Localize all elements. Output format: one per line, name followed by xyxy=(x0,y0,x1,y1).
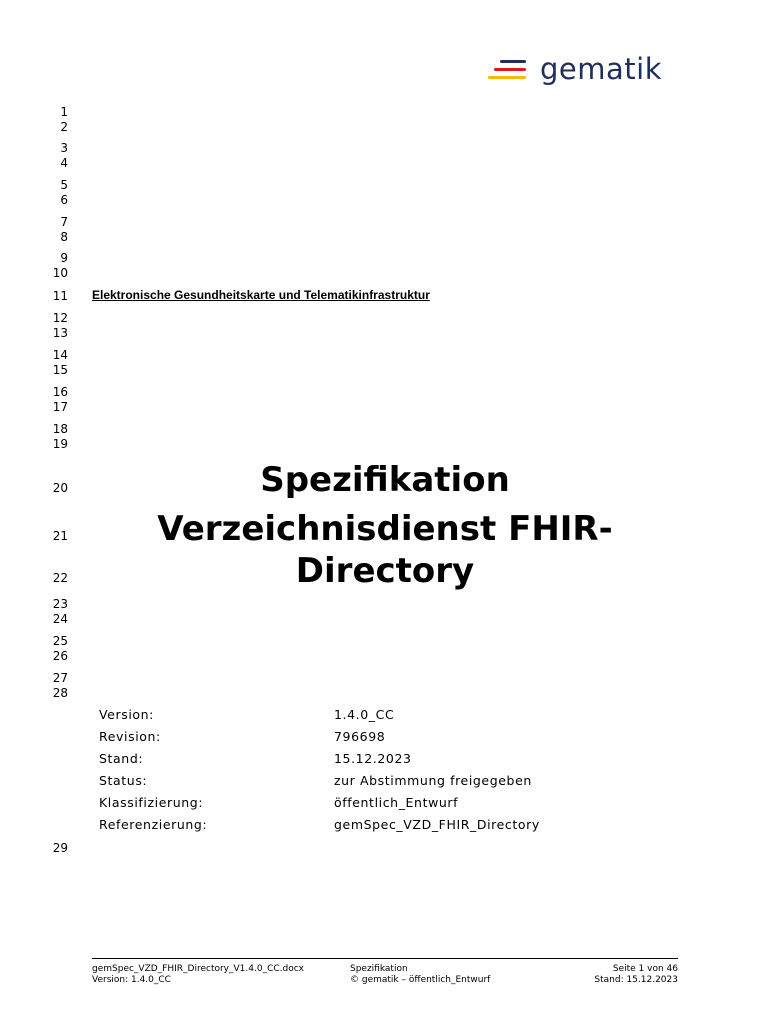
line-number: 14 xyxy=(52,348,68,362)
org-heading: Elektronische Gesundheitskarte und Telematikinfrastruktur xyxy=(92,288,430,302)
meta-label-stand: Stand: xyxy=(99,751,144,766)
line-number: 9 xyxy=(60,251,68,265)
line-number: 26 xyxy=(52,649,68,663)
gematik-logo xyxy=(488,52,688,88)
line-number: 12 xyxy=(52,311,68,325)
line-number: 4 xyxy=(60,156,68,170)
meta-value-revision: 796698 xyxy=(334,729,386,744)
line-number: 15 xyxy=(52,363,68,377)
meta-value-stand: 15.12.2023 xyxy=(334,751,412,766)
document-title-line-2: Verzeichnisdienst FHIR- xyxy=(157,509,613,549)
document-title-line-3: Directory xyxy=(295,551,475,591)
footer-page-number: Seite 1 von 46 xyxy=(612,964,678,974)
line-number: 19 xyxy=(52,437,68,451)
footer-date: Stand: 15.12.2023 xyxy=(594,975,678,985)
meta-label-version: Version: xyxy=(99,707,154,722)
line-number: 1 xyxy=(60,105,68,119)
line-number: 10 xyxy=(52,266,68,280)
line-number: 24 xyxy=(52,612,68,626)
meta-label-revision: Revision: xyxy=(99,729,161,744)
document-title-line-1: Spezifikation xyxy=(260,460,510,500)
line-number: 5 xyxy=(60,178,68,192)
line-number: 21 xyxy=(52,529,68,543)
line-number: 25 xyxy=(52,634,68,648)
line-number: 6 xyxy=(60,193,68,207)
line-number: 8 xyxy=(60,230,68,244)
footer-filename: gemSpec_VZD_FHIR_Directory_V1.4.0_CC.docx xyxy=(92,964,304,974)
footer-divider xyxy=(92,958,678,959)
logo-stripe-blue xyxy=(500,60,526,63)
meta-value-reference: gemSpec_VZD_FHIR_Directory xyxy=(334,817,540,832)
footer-version: Version: 1.4.0_CC xyxy=(92,975,171,985)
line-number: 2 xyxy=(60,120,68,134)
meta-label-reference: Referenzierung: xyxy=(99,817,208,832)
line-number: 11 xyxy=(52,289,68,303)
logo-wordmark: gematik xyxy=(540,52,662,86)
line-number: 16 xyxy=(52,385,68,399)
logo-stripes-icon xyxy=(488,60,530,82)
line-number: 20 xyxy=(52,481,68,495)
line-number: 23 xyxy=(52,597,68,611)
line-number: 18 xyxy=(52,422,68,436)
line-number: 7 xyxy=(60,215,68,229)
line-number: 29 xyxy=(52,841,68,855)
line-number: 27 xyxy=(52,671,68,685)
logo-stripe-red xyxy=(494,68,526,71)
logo-stripe-yellow xyxy=(488,76,526,79)
line-number: 13 xyxy=(52,326,68,340)
line-number: 3 xyxy=(60,141,68,155)
meta-label-classification: Klassifizierung: xyxy=(99,795,204,810)
footer-copyright: © gematik – öffentlich_Entwurf xyxy=(350,975,491,985)
meta-value-version: 1.4.0_CC xyxy=(334,707,395,722)
footer-doc-type: Spezifikation xyxy=(350,964,408,974)
line-number: 17 xyxy=(52,400,68,414)
line-number: 28 xyxy=(52,686,68,700)
meta-value-status: zur Abstimmung freigegeben xyxy=(334,773,532,788)
meta-label-status: Status: xyxy=(99,773,148,788)
line-number: 22 xyxy=(52,571,68,585)
meta-value-classification: öffentlich_Entwurf xyxy=(334,795,459,810)
